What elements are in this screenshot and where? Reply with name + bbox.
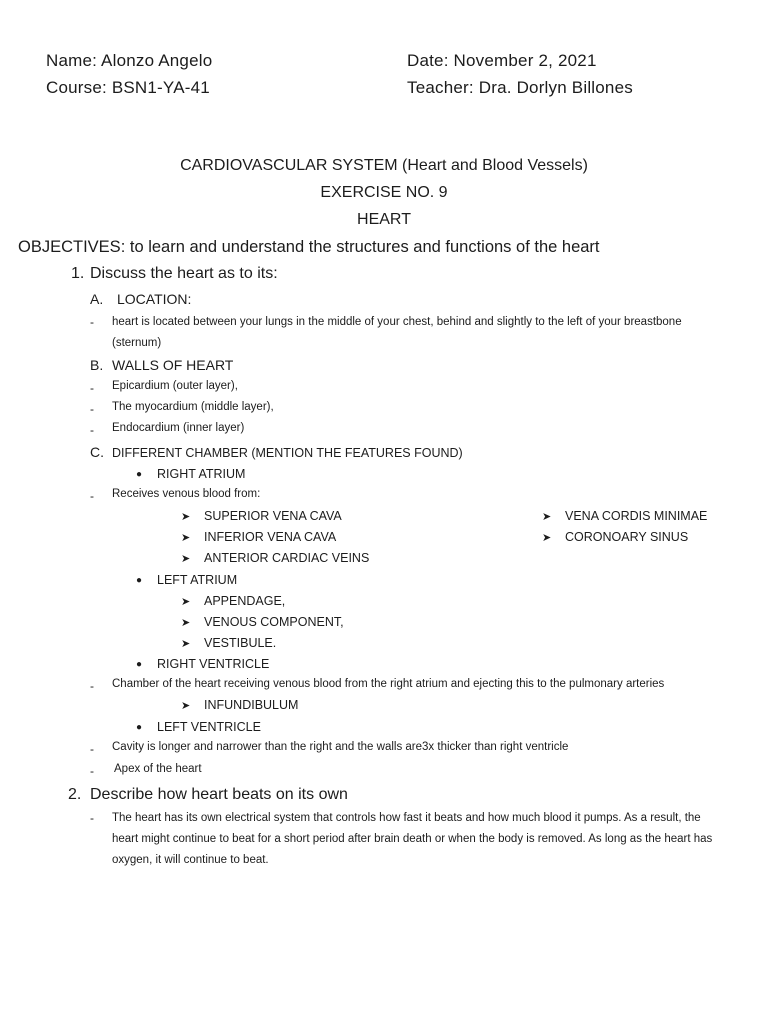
arrow-marker: ➤ xyxy=(181,700,191,712)
name-field: Name: Alonzo Angelo xyxy=(46,51,213,70)
q1-b-title: WALLS OF HEART xyxy=(112,357,234,373)
dash-marker: - xyxy=(90,811,94,825)
q1-b-letter: B. xyxy=(90,357,104,373)
dash-marker: - xyxy=(90,489,94,503)
arrow-marker: ➤ xyxy=(181,596,191,608)
bullet-marker: ● xyxy=(136,575,143,586)
right-atrium-heading: RIGHT ATRIUM xyxy=(157,467,246,481)
la-item-2: VENOUS COMPONENT, xyxy=(204,615,344,629)
right-ventricle-heading: RIGHT VENTRICLE xyxy=(157,657,270,671)
arrow-marker: ➤ xyxy=(181,553,191,565)
ra-item-4: VENA CORDIS MINIMAE xyxy=(565,509,708,523)
dash-marker: - xyxy=(90,402,94,416)
arrow-marker: ➤ xyxy=(181,617,191,629)
bullet-marker: ● xyxy=(136,469,143,480)
left-atrium-heading: LEFT ATRIUM xyxy=(157,573,238,587)
lv-item-1: Cavity is longer and narrower than the right and the walls are3x thicker than right ventricle xyxy=(112,741,569,753)
ra-item-5: CORONOARY SINUS xyxy=(565,530,689,544)
dash-marker: - xyxy=(90,679,94,693)
course-field: Course: BSN1-YA-41 xyxy=(46,78,210,97)
q1-number: 1. xyxy=(71,265,85,282)
dash-marker: - xyxy=(90,742,94,756)
wall-item-1: Epicardium (outer layer), xyxy=(112,380,238,392)
la-item-3: VESTIBULE. xyxy=(204,636,277,650)
date-field: Date: November 2, 2021 xyxy=(407,51,597,70)
rv-text: Chamber of the heart receiving venous blood from the right atrium and ejecting this to the pulmonary arteries xyxy=(112,678,665,690)
receives-text: Receives venous blood from: xyxy=(112,488,261,500)
q2-answer: The heart has its own electrical system that controls how fast it beats and how much blood it pumps. As a result, the heart might continue to beat for a short period after brain death or when the body is removed. As long as the heart has oxygen, it will continue to beat. xyxy=(112,812,713,866)
wall-item-3: Endocardium (inner layer) xyxy=(112,422,245,434)
q2-number: 2. xyxy=(68,786,82,803)
ra-item-1: SUPERIOR VENA CAVA xyxy=(204,509,342,523)
bullet-marker: ● xyxy=(136,659,143,670)
q1-a-title: LOCATION: xyxy=(117,291,192,307)
wall-item-2: The myocardium (middle layer), xyxy=(112,401,274,413)
dash-marker: - xyxy=(90,381,94,395)
q1-c-title: DIFFERENT CHAMBER (MENTION THE FEATURES FOUND) xyxy=(112,446,463,460)
title-line-2: EXERCISE NO. 9 xyxy=(320,184,448,201)
dash-marker: - xyxy=(90,764,94,778)
ra-item-2: INFERIOR VENA CAVA xyxy=(204,530,337,544)
q1-c-letter: C. xyxy=(90,444,104,460)
dash-marker: - xyxy=(90,423,94,437)
objectives: OBJECTIVES: to learn and understand the structures and functions of the heart xyxy=(18,238,600,256)
rv-item: INFUNDIBULUM xyxy=(204,698,299,712)
dash-marker: - xyxy=(90,315,94,329)
q1-a-letter: A. xyxy=(90,291,104,307)
arrow-marker: ➤ xyxy=(181,638,191,650)
teacher-field: Teacher: Dra. Dorlyn Billones xyxy=(407,78,633,97)
arrow-marker: ➤ xyxy=(181,511,191,523)
lv-item-2: Apex of the heart xyxy=(114,763,202,775)
q2-text: Describe how heart beats on its own xyxy=(90,786,348,803)
arrow-marker: ➤ xyxy=(542,511,552,523)
title-line-1: CARDIOVASCULAR SYSTEM (Heart and Blood Vessels) xyxy=(180,157,588,174)
q1-text: Discuss the heart as to its: xyxy=(90,265,278,282)
location-text: heart is located between your lungs in the middle of your chest, behind and slightly to the left of your breastbone (sternum) xyxy=(112,316,682,349)
ra-item-3: ANTERIOR CARDIAC VEINS xyxy=(204,551,370,565)
arrow-marker: ➤ xyxy=(542,532,552,544)
bullet-marker: ● xyxy=(136,722,143,733)
arrow-marker: ➤ xyxy=(181,532,191,544)
title-line-3: HEART xyxy=(357,211,411,228)
la-item-1: APPENDAGE, xyxy=(204,594,286,608)
left-ventricle-heading: LEFT VENTRICLE xyxy=(157,720,261,734)
